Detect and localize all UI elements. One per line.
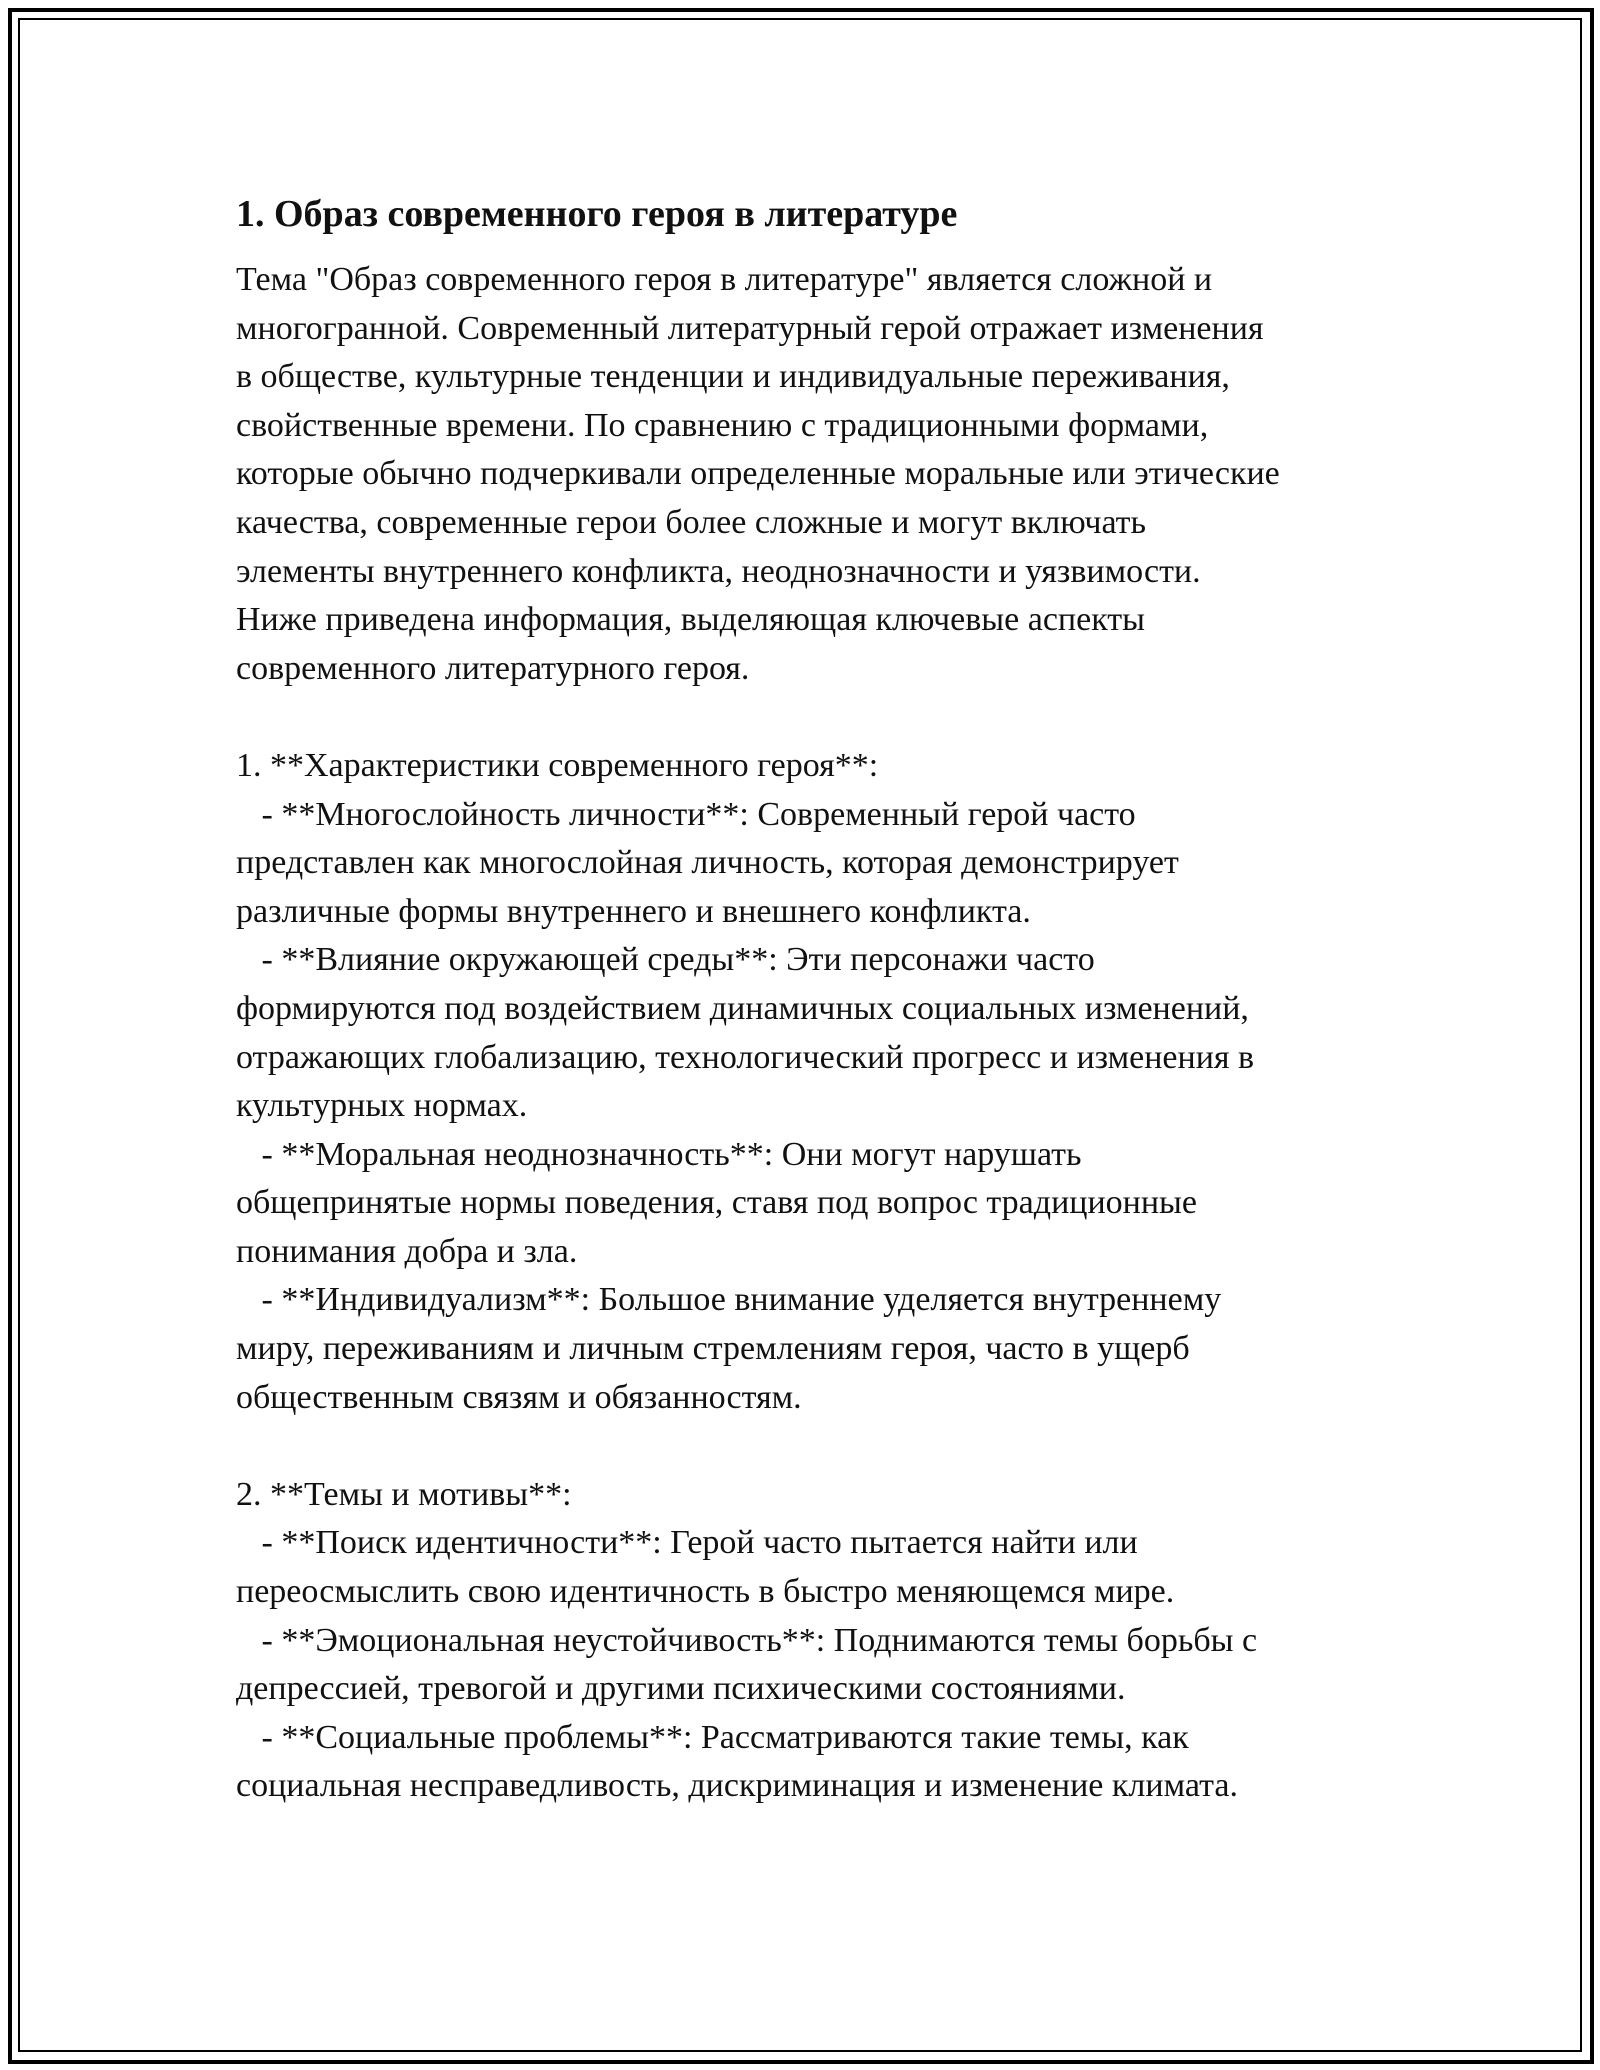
document-page [236, 186, 1376, 1811]
document-heading: 1. Образ современного героя в литературе [236, 193, 958, 235]
document-body: Тема "Образ современного героя в литературе" является сложной и многогранной. Современный литературный герой отражает изменения в обществе, культурные тенденции и индивидуальные переживания, свойственные времени. По сравнению с традиционными формами, которые обычно подчеркивали определенные моральные или этические качества, современные герои более сложные и могут включать элементы внутреннего конфликта, неоднозначности и уязвимости. Ниже приведена информация, выделяющая ключевые аспекты современного литературного героя. 1. **Характеристики современного героя**: - **Многослойность личности**: Современный герой часто представлен как многослойная личность, которая демонстрирует различные формы внутреннего и внешнего конфликта. - **Влияние окружающей среды**: Эти персонажи часто формируются под воздействием динамичных социальных изменений, отражающих глобализацию, технологический прогресс и изменения в культурных нормах. - **Моральная неоднозначность**: Они могут нарушать общепринятые нормы поведения, ставя под вопрос традиционные понимания добра и зла. - **Индивидуализм**: Большое внимание уделяется внутреннему миру, переживаниям и личным стремлениям героя, часто в ущерб общественным связям и обязанностям. 2. **Темы и мотивы**: - **Поиск идентичности**: Герой часто пытается найти или переосмыслить свою идентичность в быстро меняющемся мире. - **Эмоциональная неустойчивость**: Поднимаются темы борьбы с депрессией, тревогой и другими психическими состояниями. - **Социальные проблемы**: Рассматриваются такие темы, как социальная несправедливость, дискриминация и изменение климата. [236, 261, 1280, 1805]
